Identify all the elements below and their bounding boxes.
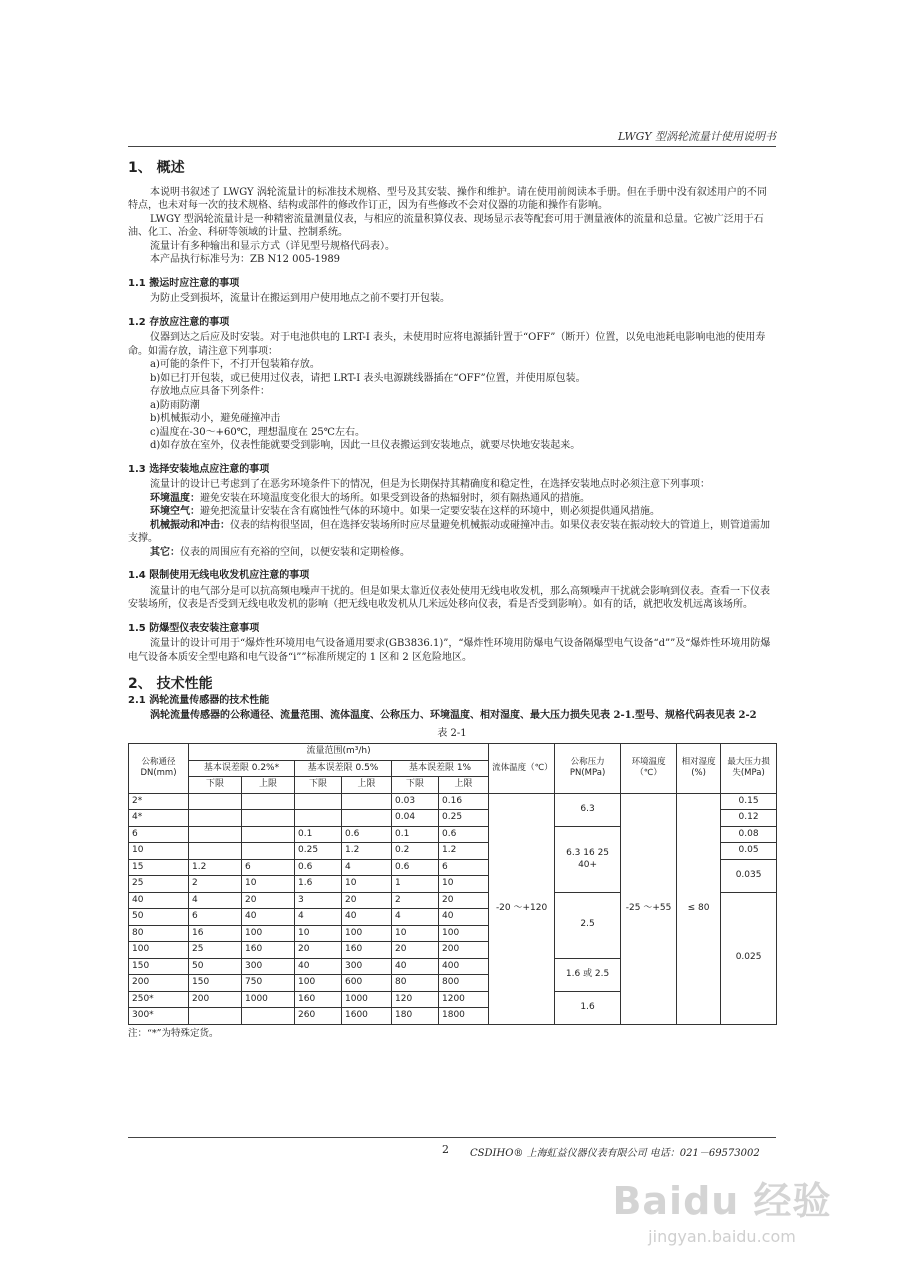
- watermark: [592, 1170, 852, 1246]
- section-1-1-text: 为防止受到损坏，流量计在搬运到用户使用地点之前不要打开包装。: [150, 293, 450, 304]
- env-temp-text: 避免安装在环境温度变化很大的场所。如果受到设备的热辐射时，须有隔热通风的措施。: [200, 492, 590, 504]
- cell: 3: [295, 892, 342, 909]
- cell: 160: [242, 942, 295, 959]
- header-title: LWGY 型涡轮流量计使用说明书: [617, 130, 776, 143]
- cell: 150: [189, 975, 242, 992]
- cell: 120: [392, 991, 439, 1008]
- section-1-title: 1、 概述: [128, 160, 185, 176]
- cell: 1.2: [439, 843, 489, 860]
- cell: 0.6: [342, 826, 392, 843]
- vibration-text: 仪表的结构很坚固，但在选择安装场所时应尽量避免机械振动或碰撞冲击。如果仪表安装在振动较大的管道上，则管道需加支撑。: [128, 519, 770, 544]
- fluid-temp-cell: -20 ～+120: [489, 793, 555, 1024]
- section-1-paragraph: 本产品执行标准号为：ZB N12 005-1989: [150, 254, 341, 265]
- cell: [189, 843, 242, 860]
- header-dn: 公称通径 DN(mm): [129, 744, 189, 794]
- list-item: c)温度在-30～+60℃，理想温度在 25℃左右。: [150, 426, 365, 438]
- section-2-1-title: 2.1 涡轮流量传感器的技术性能: [128, 694, 270, 706]
- cell: 0.25: [295, 843, 342, 860]
- document-body: [128, 150, 776, 1040]
- cell: 80: [129, 925, 189, 942]
- table-row: [129, 793, 777, 810]
- cell: [189, 793, 242, 810]
- section-1-1-title: 1.1 搬运时应注意的事项: [128, 277, 240, 289]
- cell: 10: [439, 876, 489, 893]
- cell: 1.6: [295, 876, 342, 893]
- cell: [189, 1008, 242, 1025]
- cell: 6: [242, 859, 295, 876]
- list-item: d)如存放在室外，仪表性能就要受到影响，因此一旦仪表搬运到安装地点，就要尽快地安装起来。: [150, 440, 581, 451]
- other-note: [128, 546, 776, 560]
- cell: 10: [129, 843, 189, 860]
- cell: [189, 810, 242, 827]
- cell: 4: [189, 892, 242, 909]
- cell: 0.1: [392, 826, 439, 843]
- env-temp-cell: -25 ～+55: [621, 793, 677, 1024]
- cell: 100: [439, 925, 489, 942]
- cell: 0.6: [439, 826, 489, 843]
- env-air-label: 环境空气：: [150, 506, 200, 517]
- pressure-cell: 2.5: [555, 892, 621, 958]
- header-max-loss: 最大压力损失(MPa): [721, 744, 777, 794]
- cell: 800: [439, 975, 489, 992]
- cell: 40: [295, 958, 342, 975]
- cell: [242, 1008, 295, 1025]
- env-temp-note: [128, 492, 776, 506]
- header-err-02: 基本误差限 0.2%*: [189, 760, 295, 777]
- cell: 40: [242, 909, 295, 926]
- cell: 100: [342, 925, 392, 942]
- cell: 300: [342, 958, 392, 975]
- cell: 160: [342, 942, 392, 959]
- header-env-temp: 环境温度（℃）: [621, 744, 677, 794]
- header-fluid-temp: 流体温度（℃）: [489, 744, 555, 794]
- section-1-paragraph: 本说明书叙述了 LWGY 涡轮流量计的标准技术规格、型号及其安装、操作和维护。请在使用前阅读本手册。但在手册中没有叙述用户的不同特点，也未对每一次的技术规格、结构或部件的修改作订正，因为有些修改不会对仪器的功能和操作有影响。: [128, 186, 767, 211]
- section-1-4-title: 1.4 限制使用无线电收发机应注意的事项: [128, 570, 310, 581]
- cell: 300*: [129, 1008, 189, 1025]
- cell: 400: [439, 958, 489, 975]
- loss-cell: 0.05: [721, 843, 777, 860]
- cell: 1000: [342, 991, 392, 1008]
- cell: 0.6: [295, 859, 342, 876]
- cell: [242, 843, 295, 860]
- cell: 2*: [129, 793, 189, 810]
- cell: 25: [189, 942, 242, 959]
- cell: 1800: [439, 1008, 489, 1025]
- cell: [342, 810, 392, 827]
- cell: 0.16: [439, 793, 489, 810]
- cell: 20: [242, 892, 295, 909]
- cell: 100: [129, 942, 189, 959]
- loss-cell: 0.08: [721, 826, 777, 843]
- cell: 4*: [129, 810, 189, 827]
- header-upper: 上限: [439, 777, 489, 794]
- header-upper: 上限: [342, 777, 392, 794]
- footer-rule: [128, 1137, 776, 1138]
- cell: 1: [392, 876, 439, 893]
- vibration-note: [128, 519, 776, 546]
- cell: 20: [342, 892, 392, 909]
- cell: [342, 793, 392, 810]
- header-rule: [128, 146, 776, 147]
- table-caption: 表 2-1: [437, 727, 467, 739]
- conditions-title: 存放地点应具备下列条件：: [150, 386, 270, 397]
- cell: [295, 793, 342, 810]
- section-1-paragraph: 流量计有多种输出和显示方式（详见型号规格代码表）。: [150, 240, 395, 252]
- env-air-text: 避免把流量计安装在含有腐蚀性气体的环境中。如果一定要安装在这样的环境中，则必须提供通风措施。: [200, 506, 660, 517]
- cell: 1600: [342, 1008, 392, 1025]
- cell: 20: [392, 942, 439, 959]
- header-humidity: 相对湿度(%): [677, 744, 721, 794]
- section-1-4-text: 流量计的电气部分是可以抗高频电噪声干扰的。但是如果太靠近仪表处使用无线电收发机，那么高频噪声干扰就会影响到仪表。查看一下仪表安装场所，仪表是否受到无线电收发机的影响（把无线电收发机从几米远处移向仪表，看是否受到影响）。如有的话，就把收发机远离该场所。: [128, 585, 770, 610]
- header-upper: 上限: [242, 777, 295, 794]
- cell: [242, 793, 295, 810]
- cell: 160: [295, 991, 342, 1008]
- page-number: 2: [442, 1143, 449, 1156]
- cell: 40: [342, 909, 392, 926]
- cell: 250*: [129, 991, 189, 1008]
- cell: 0.1: [295, 826, 342, 843]
- header-err-1: 基本误差限 1%: [392, 760, 489, 777]
- cell: 6: [189, 909, 242, 926]
- list-item: a)可能的条件下，不打开包装箱存放。: [150, 359, 320, 370]
- loss-cell: 0.12: [721, 810, 777, 827]
- cell: 80: [392, 975, 439, 992]
- cell: 180: [392, 1008, 439, 1025]
- header-lower: 下限: [392, 777, 439, 794]
- cell: 4: [295, 909, 342, 926]
- loss-cell: 0.035: [721, 859, 777, 892]
- spec-table: [128, 743, 777, 1025]
- watermark-url: jingyan.baidu.com: [648, 1227, 796, 1246]
- cell: 200: [189, 991, 242, 1008]
- loss-cell: 0.025: [721, 892, 777, 1024]
- cell: 0.25: [439, 810, 489, 827]
- section-1-2-intro: 仪器到达之后应及时安装。对于电池供电的 LRT-I 表头，未使用时应将电源插针置于“OFF”（断开）位置，以免电池耗电影响电池的使用寿命。如需存放，请注意下列事项：: [128, 332, 766, 357]
- pressure-cell: 6.3 16 25 40+: [555, 826, 621, 892]
- cell: 10: [295, 925, 342, 942]
- cell: 0.6: [392, 859, 439, 876]
- cell: 20: [295, 942, 342, 959]
- list-item: b)如已打开包装，或已使用过仪表，请把 LRT-I 表头电源跳线器插在“OFF”位置，并使用原包装。: [150, 372, 586, 384]
- cell: 600: [342, 975, 392, 992]
- watermark-brand: Baidu 经验: [612, 1179, 832, 1223]
- cell: 100: [295, 975, 342, 992]
- cell: 200: [439, 942, 489, 959]
- cell: 16: [189, 925, 242, 942]
- list-item: b)机械振动小，避免碰撞冲击: [150, 413, 281, 424]
- cell: 50: [189, 958, 242, 975]
- section-1-3-title: 1.3 选择安装地点应注意的事项: [128, 463, 270, 475]
- cell: 150: [129, 958, 189, 975]
- cell: 10: [392, 925, 439, 942]
- section-2-title: 2、 技术性能: [128, 676, 213, 692]
- cell: 2: [392, 892, 439, 909]
- cell: 20: [439, 892, 489, 909]
- cell: [189, 826, 242, 843]
- section-1-5-title: 1.5 防爆型仪表安装注意事项: [128, 622, 260, 634]
- other-label: 其它：: [150, 546, 180, 558]
- cell: 1000: [242, 991, 295, 1008]
- cell: 15: [129, 859, 189, 876]
- cell: 0.03: [392, 793, 439, 810]
- cell: 260: [295, 1008, 342, 1025]
- header-lower: 下限: [189, 777, 242, 794]
- env-temp-label: 环境温度：: [150, 492, 200, 504]
- header-lower: 下限: [295, 777, 342, 794]
- cell: 40: [439, 909, 489, 926]
- section-2-1-text: 涡轮流量传感器的公称通径、流量范围、流体温度、公称压力、环境温度、相对湿度、最大压力损失见表 2-1.型号、规格代码表见表 2-2: [150, 710, 757, 721]
- cell: [295, 810, 342, 827]
- pressure-cell: 1.6 或 2.5: [555, 958, 621, 991]
- list-item: a)防雨防潮: [150, 399, 200, 411]
- cell: 10: [342, 876, 392, 893]
- cell: 10: [242, 876, 295, 893]
- section-1-2-title: 1.2 存放应注意的事项: [128, 316, 230, 328]
- loss-cell: 0.15: [721, 793, 777, 810]
- cell: 1.2: [342, 843, 392, 860]
- cell: 4: [342, 859, 392, 876]
- env-air-note: [128, 505, 776, 519]
- cell: 200: [129, 975, 189, 992]
- header-pressure: 公称压力 PN(MPa): [555, 744, 621, 794]
- cell: 2: [189, 876, 242, 893]
- other-text: 仪表的周围应有充裕的空间，以便安装和定期检修。: [180, 546, 410, 558]
- section-1-3-intro: 流量计的设计已考虑到了在恶劣环境条件下的情况，但是为长期保持其精确度和稳定性，在选择安装地点时必须注意下列事项：: [150, 479, 710, 490]
- cell: 6: [439, 859, 489, 876]
- cell: [242, 810, 295, 827]
- pressure-cell: 1.6: [555, 991, 621, 1024]
- cell: 750: [242, 975, 295, 992]
- header-err-05: 基本误差限 0.5%: [295, 760, 392, 777]
- section-1-paragraph: LWGY 型涡轮流量计是一种精密流量测量仪表，与相应的流量积算仪表、现场显示表等配套可用于测量液体的流量和总量。它被广泛用于石油、化工、冶金、科研等领域的计量、控制系统。: [128, 213, 764, 238]
- cell: 4: [392, 909, 439, 926]
- cell: [242, 826, 295, 843]
- pressure-cell: 6.3: [555, 793, 621, 826]
- cell: 1200: [439, 991, 489, 1008]
- cell: 0.04: [392, 810, 439, 827]
- cell: 1.2: [189, 859, 242, 876]
- humidity-cell: ≤ 80: [677, 793, 721, 1024]
- cell: 40: [392, 958, 439, 975]
- header-flow-range: 流量范围(m³/h): [189, 744, 489, 761]
- cell: 25: [129, 876, 189, 893]
- cell: 6: [129, 826, 189, 843]
- cell: 40: [129, 892, 189, 909]
- cell: 0.2: [392, 843, 439, 860]
- footer-company: CSDIHO® 上海虹益仪器仪表有限公司 电话：021－69573002: [470, 1148, 760, 1159]
- section-1-5-text: 流量计的设计可用于“爆炸性环境用电气设备通用要求(GB3836.1)”，“爆炸性环境用防爆电气设备隔爆型电气设备“d””及“爆炸性环境用防爆电气设备本质安全型电路和电气设备“i””标准所规定的 1 区和 2 区危险地区。: [128, 638, 771, 663]
- cell: 50: [129, 909, 189, 926]
- cell: 100: [242, 925, 295, 942]
- table-note: 注：“*”为特殊定货。: [128, 1027, 219, 1039]
- vibration-label: 机械振动和冲击：: [150, 519, 230, 531]
- cell: 300: [242, 958, 295, 975]
